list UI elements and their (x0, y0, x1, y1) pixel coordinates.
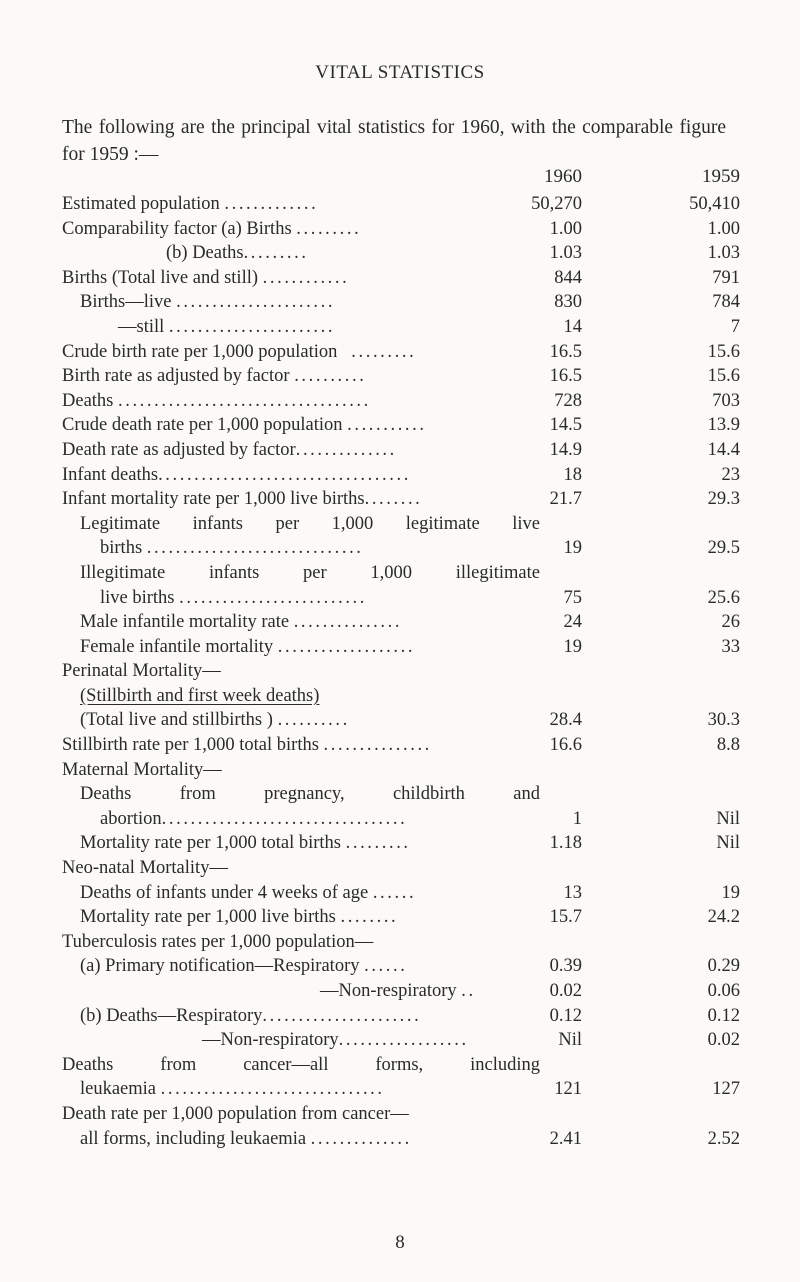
row-label: live births (100, 587, 175, 608)
row-label: Deaths of infants under 4 weeks of age (80, 882, 369, 903)
value-1960: 0.02 (549, 981, 582, 1001)
row-label: Estimated population (62, 194, 220, 214)
table-row: Comparability factor (a) Births ......... 1.00 1.00 (62, 217, 742, 242)
row-label: Infant mortality rate per 1,000 live births (62, 489, 365, 510)
value-1959: 791 (712, 267, 740, 288)
row-label: —Non-respiratory (202, 1030, 339, 1051)
value-1959: 50,410 (689, 194, 740, 214)
row-label: Mortality rate per 1,000 live births (80, 907, 336, 928)
table-row: Infant deaths................................... 18 23 (62, 463, 742, 488)
section-heading: Perinatal Mortality— (62, 661, 221, 682)
table-row: leukaemia ............................... 121 127 (62, 1077, 742, 1102)
value-1960: 728 (554, 390, 582, 411)
value-1959: 8.8 (716, 735, 740, 756)
table-row (62, 930, 742, 955)
row-label: Birth rate as adjusted by factor (62, 366, 290, 387)
table-row: Deaths ................................... 728 703 (62, 389, 742, 414)
row-label: (b) Deaths—Respiratory (80, 1005, 263, 1026)
table-row: all forms, including leukaemia .............. 2.41 2.52 (62, 1127, 742, 1152)
statistics-table (62, 192, 742, 1151)
value-1960: 50,270 (531, 194, 582, 214)
page-number: 8 (395, 1232, 405, 1253)
value-1960: 19 (563, 538, 582, 559)
table-row: Crude birth rate per 1,000 population ......... 16.5 15.6 (62, 340, 742, 365)
table-row: Male infantile mortality rate ............... 24 26 (62, 610, 742, 635)
value-1959: 0.12 (707, 1005, 740, 1026)
value-1960: 16.6 (549, 735, 582, 756)
value-1960: 75 (563, 587, 582, 608)
row-label: Death rate per 1,000 population from cancer— (62, 1103, 409, 1124)
row-label: Crude birth rate per 1,000 population (62, 341, 338, 362)
value-1960: 13 (563, 882, 582, 903)
table-row (62, 659, 742, 684)
value-1960: Nil (558, 1030, 582, 1051)
value-1960: 28.4 (549, 710, 582, 731)
value-1959: 703 (712, 390, 740, 411)
table-row (62, 1102, 742, 1127)
row-label: Deaths from pregnancy, childbirth and (80, 784, 540, 805)
value-1959: 19 (721, 882, 740, 903)
table-row: live births .......................... 75 25.6 (62, 586, 742, 611)
value-1960: 24 (563, 612, 582, 633)
row-label: —Non-respiratory (320, 981, 457, 1001)
row-label: Deaths from cancer—all forms, including (62, 1054, 540, 1075)
row-label: Stillbirth rate per 1,000 total births (62, 735, 319, 756)
value-1960: 1.03 (549, 243, 582, 264)
value-1959: 1.00 (707, 218, 740, 239)
intro-paragraph: The following are the principal vital statistics for 1960, with the comparable figure for 1959 :— (62, 117, 726, 165)
row-label: Births (Total live and still) (62, 267, 259, 288)
row-label: Births—live (80, 292, 172, 313)
value-1960: 121 (554, 1079, 582, 1100)
value-1960: 0.12 (549, 1005, 582, 1026)
table-row (62, 512, 742, 537)
value-1960: 2.41 (549, 1128, 582, 1149)
row-label: (Total live and stillbirths ) (80, 710, 273, 731)
row-label: Deaths (62, 390, 114, 411)
table-row (62, 782, 742, 807)
table-row: (b) Deaths—Respiratory...................... 0.12 0.12 (62, 1004, 742, 1029)
page-title: VITAL STATISTICS (315, 62, 485, 83)
value-1960: 14.5 (549, 415, 582, 436)
section-subheading: (Stillbirth and first week deaths) (80, 685, 320, 706)
value-1959: 2.52 (707, 1128, 740, 1149)
row-label: Mortality rate per 1,000 total births (80, 833, 341, 854)
table-row: births .............................. 19 29.5 (62, 536, 742, 561)
table-row (62, 856, 742, 881)
table-row: Infant mortality rate per 1,000 live births........ 21.7 29.3 (62, 487, 742, 512)
value-1959: 33 (721, 636, 740, 657)
table-row: (a) Primary notification—Respiratory ...... 0.39 0.29 (62, 954, 742, 979)
table-row: —Non-respiratory.................. Nil 0.02 (62, 1028, 742, 1053)
value-1959: 30.3 (707, 710, 740, 731)
row-label: (a) Primary notification—Respiratory (80, 956, 360, 977)
table-row: Crude death rate per 1,000 population ........... 14.5 13.9 (62, 413, 742, 438)
table-row: —still ....................... 14 7 (62, 315, 742, 340)
value-1960: 18 (563, 464, 582, 485)
table-row: abortion.................................. 1 Nil (62, 807, 742, 832)
row-label: Female infantile mortality (80, 636, 274, 657)
value-1960: 21.7 (549, 489, 582, 510)
row-label: all forms, including leukaemia (80, 1128, 307, 1149)
table-row: Births—live ...................... 830 784 (62, 290, 742, 315)
value-1960: 1.18 (549, 833, 582, 854)
section-heading: Maternal Mortality— (62, 759, 222, 780)
value-1959: 0.02 (707, 1030, 740, 1051)
value-1959: Nil (716, 808, 740, 829)
value-1960: 16.5 (549, 341, 582, 362)
value-1960: 15.7 (549, 907, 582, 928)
value-1960: 19 (563, 636, 582, 657)
row-label: Death rate as adjusted by factor (62, 439, 296, 460)
value-1959: 29.3 (707, 489, 740, 510)
value-1959: 29.5 (707, 538, 740, 559)
value-1959: 1.03 (707, 243, 740, 264)
value-1959: 15.6 (707, 341, 740, 362)
value-1959: 24.2 (707, 907, 740, 928)
row-label: Male infantile mortality rate (80, 612, 290, 633)
row-label: (b) Deaths (166, 243, 244, 264)
row-label: leukaemia (80, 1079, 157, 1100)
value-1960: 844 (554, 267, 582, 288)
section-heading: Tuberculosis rates per 1,000 population— (62, 931, 374, 952)
value-1960: 16.5 (549, 366, 582, 387)
row-label: abortion (100, 808, 162, 829)
row-label: Crude death rate per 1,000 population (62, 415, 343, 436)
table-row: (Total live and stillbirths ) .......... 28.4 30.3 (62, 708, 742, 733)
value-1959: 7 (730, 316, 740, 337)
value-1960: 0.39 (549, 956, 582, 977)
value-1959: 784 (712, 292, 740, 313)
table-row: Death rate as adjusted by factor.............. 14.9 14.4 (62, 438, 742, 463)
value-1960: 14 (563, 316, 582, 337)
table-row (62, 561, 742, 586)
value-1960: 1.00 (549, 218, 582, 239)
value-1959: 26 (721, 612, 740, 633)
table-row (62, 1053, 742, 1078)
value-1959: 0.06 (707, 981, 740, 1001)
table-row: Estimated population ............. 50,270 50,410 (62, 192, 742, 217)
value-1959: 14.4 (707, 439, 740, 460)
value-1959: 0.29 (707, 956, 740, 977)
table-row: Stillbirth rate per 1,000 total births ............... 16.6 8.8 (62, 733, 742, 758)
row-label: Illegitimate infants per 1,000 illegitimate (80, 562, 540, 583)
table-row: Mortality rate per 1,000 total births ......... 1.18 Nil (62, 831, 742, 856)
table-row (62, 758, 742, 783)
table-row: Mortality rate per 1,000 live births ........ 15.7 24.2 (62, 905, 742, 930)
table-row: Female infantile mortality ................... 19 33 (62, 635, 742, 660)
column-header-1960: 1960 (544, 166, 582, 187)
value-1960: 830 (554, 292, 582, 313)
table-row: Deaths of infants under 4 weeks of age ...... 13 19 (62, 881, 742, 906)
value-1960: 14.9 (549, 439, 582, 460)
column-header-1959: 1959 (702, 166, 740, 187)
table-row: Birth rate as adjusted by factor .......... 16.5 15.6 (62, 364, 742, 389)
row-label: —still (118, 316, 165, 337)
value-1959: 13.9 (707, 415, 740, 436)
row-label: Infant deaths (62, 464, 159, 485)
value-1959: 23 (721, 464, 740, 485)
value-1960: 1 (572, 808, 582, 829)
table-row (62, 684, 742, 709)
row-label: Comparability factor (a) Births (62, 218, 292, 239)
row-label: births (100, 538, 143, 559)
table-row: —Non-respiratory .. 0.02 0.06 (62, 979, 742, 1004)
value-1959: 25.6 (707, 587, 740, 608)
value-1959: Nil (716, 833, 740, 854)
table-row: Births (Total live and still) ............ 844 791 (62, 266, 742, 291)
value-1959: 15.6 (707, 366, 740, 387)
row-label: Legitimate infants per 1,000 legitimate live (80, 513, 540, 534)
section-heading: Neo-natal Mortality— (62, 858, 228, 879)
table-row: (b) Deaths......... 1.03 1.03 (62, 241, 742, 266)
value-1959: 127 (712, 1079, 740, 1100)
